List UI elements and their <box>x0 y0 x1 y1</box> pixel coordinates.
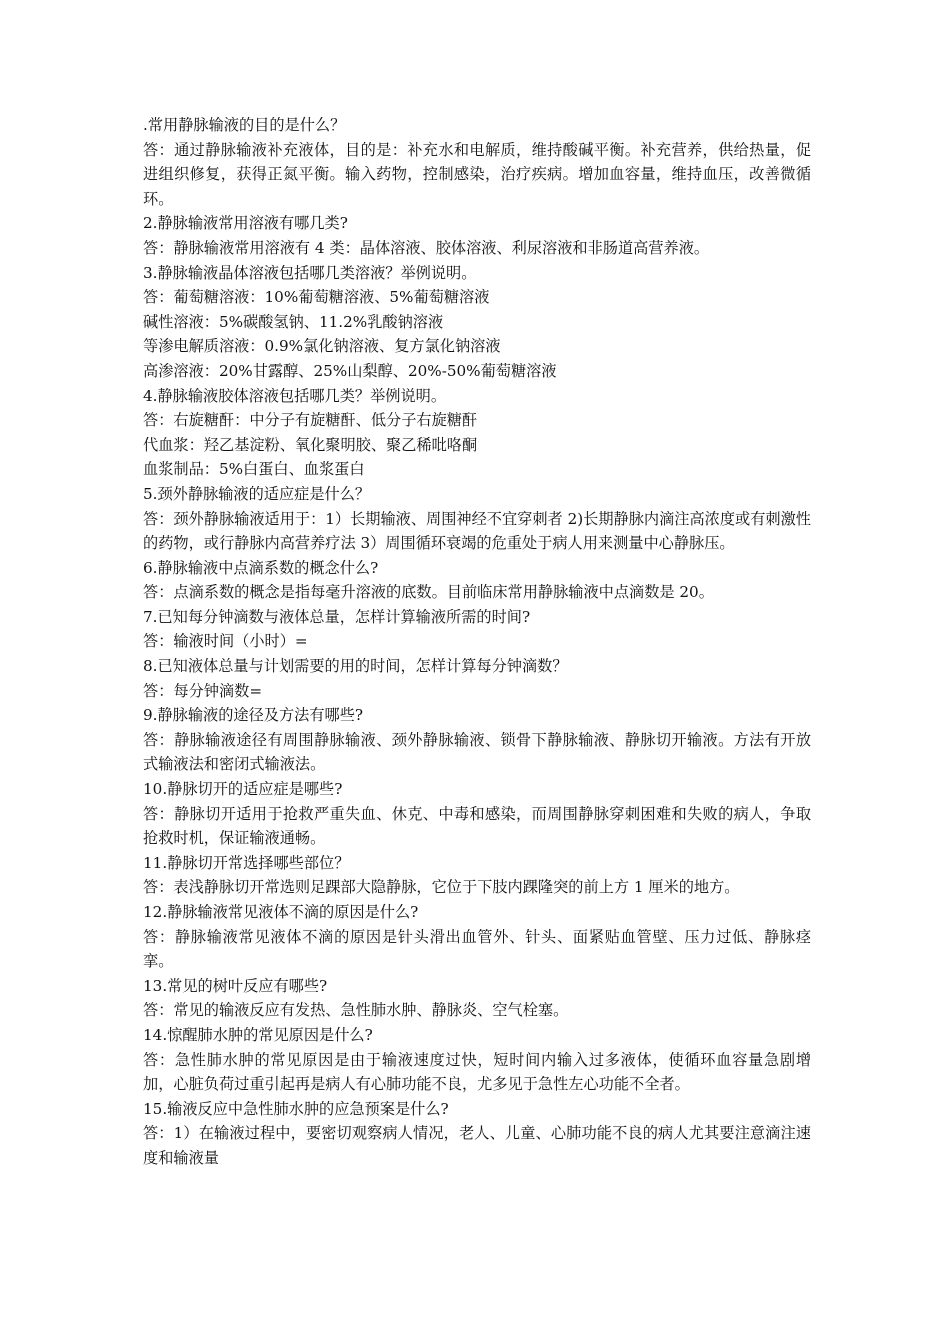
answer-3-line-1: 答：葡萄糖溶液：10%葡萄糖溶液、5%葡萄糖溶液 <box>143 288 490 307</box>
answer-9: 答：静脉输液途径有周围静脉输液、颈外静脉输液、锁骨下静脉输液、静脉切开输液。方法有开放式输液法和密闭式输液法。 <box>143 730 811 774</box>
question-11: 11.静脉切开常选择哪些部位？ <box>143 853 350 872</box>
answer-3-line-2: 碱性溶液：5%碳酸氢钠、11.2%乳酸钠溶液 <box>143 312 444 331</box>
question-15: 15.输液反应中急性肺水肿的应急预案是什么? <box>143 1099 449 1118</box>
answer-11: 答：表浅静脉切开常选则足踝部大隐静脉，它位于下肢内踝隆突的前上方 1 厘米的地方。 <box>143 878 740 897</box>
question-2: 2.静脉输液常用溶液有哪几类? <box>143 214 348 233</box>
answer-6: 答：点滴系数的概念是指每毫升溶液的底数。目前临床常用静脉输液中点滴数是 20。 <box>143 583 714 602</box>
question-7: 7.已知每分钟滴数与液体总量，怎样计算输液所需的时间? <box>143 607 531 626</box>
answer-4-line-1: 答：右旋糖酐：中分子有旋糖酐、低分子右旋糖酐 <box>143 411 478 430</box>
question-12: 12.静脉输液常见液体不滴的原因是什么? <box>143 903 419 921</box>
answer-14: 答：急性肺水肿的常见原因是由于输液速度过快，短时间内输入过多液体，使循环血容量急剧增加，心脏负荷过重引起再是病人有心肺功能不良，尤多见于急性左心功能不全者。 <box>143 1050 811 1094</box>
answer-1: 答：通过静脉输液补充液体，目的是：补充水和电解质，维持酸碱平衡。补充营养，供给热量，促进组织修复，获得正氮平衡。输入药物，控制感染，治疗疾病。增加血容量，维持血压，改善微循环。 <box>143 140 811 208</box>
answer-5: 答：颈外静脉输液适用于：1）长期输液、周围神经不宜穿刺者 2)长期静脉内滴注高浓度或有刺激性的药物，或行静脉内高营养疗法 3）周围循环衰竭的危重处于病人用来测量中心静脉压。 <box>143 509 811 553</box>
question-9: 9.静脉输液的途径及方法有哪些? <box>143 706 364 725</box>
answer-7: 答：输液时间（小时）= <box>143 632 308 651</box>
question-8: 8.已知液体总量与计划需要的用的时间，怎样计算每分钟滴数？ <box>143 657 568 676</box>
document-page <box>143 113 811 1171</box>
question-3: 3.静脉输液晶体溶液包括哪几类溶液？举例说明。 <box>143 263 477 282</box>
question-6: 6.静脉输液中点滴系数的概念什么? <box>143 558 379 577</box>
answer-13: 答：常见的输液反应有发热、急性肺水肿、静脉炎、空气栓塞。 <box>143 1001 569 1020</box>
question-14: 14.惊醒肺水肿的常见原因是什么? <box>143 1025 373 1044</box>
answer-2: 答：静脉输液常用溶液有 4 类：晶体溶液、胶体溶液、利尿溶液和非肠道高营养液。 <box>143 238 710 257</box>
answer-8: 答：每分钟滴数= <box>143 681 263 700</box>
question-4: 4.静脉输液胶体溶液包括哪几类？举例说明。 <box>143 386 447 405</box>
answer-4-line-2: 代血浆：羟乙基淀粉、氧化聚明胶、聚乙稀吡咯酮 <box>143 435 478 454</box>
answer-10: 答：静脉切开适用于抢救严重失血、休克、中毒和感染，而周围静脉穿刺困难和失败的病人，争取抢救时机，保证输液通畅。 <box>143 804 811 848</box>
answer-12: 答：静脉输液常见液体不滴的原因是针头滑出血管外、针头、面紧贴血管壁、压力过低、静脉痉挛。 <box>143 927 811 971</box>
answer-15: 答：1）在输液过程中，要密切观察病人情况，老人、儿童、心肺功能不良的病人尤其要注意滴注速度和输液量 <box>143 1124 811 1167</box>
question-1: .常用静脉输液的目的是什么？ <box>143 116 346 134</box>
question-13: 13.常见的树叶反应有哪些? <box>143 976 328 995</box>
question-10: 10.静脉切开的适应症是哪些? <box>143 780 343 799</box>
question-5: 5.颈外静脉输液的适应症是什么？ <box>143 484 371 503</box>
answer-4-line-3: 血浆制品：5%白蛋白、血浆蛋白 <box>143 460 365 479</box>
answer-3-line-3: 等渗电解质溶液：0.9%氯化钠溶液、复方氯化钠溶液 <box>143 337 501 356</box>
answer-3-line-4: 高渗溶液：20%甘露醇、25%山梨醇、20%-50%葡萄糖溶液 <box>143 361 557 380</box>
